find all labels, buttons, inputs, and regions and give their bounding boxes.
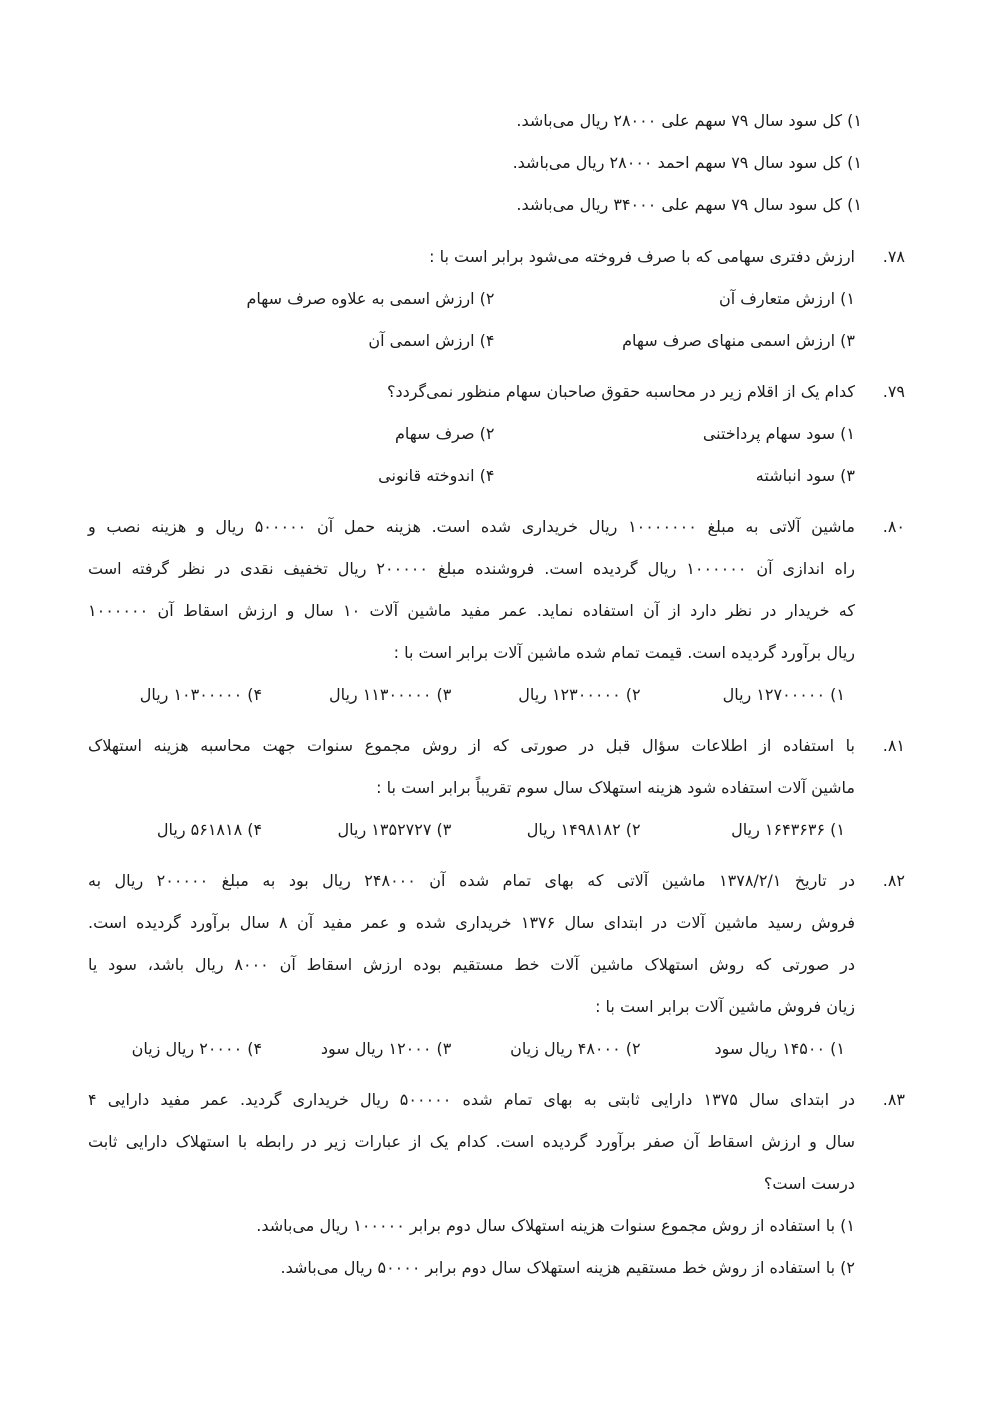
options-row	[88, 1028, 855, 1070]
option: ۳) ۱۱۳۰۰۰۰۰ ریال	[328, 685, 452, 704]
option: ۴) اندوخته قانونی	[378, 466, 495, 485]
question-text-line: در صورتی که روش استهلاک ماشین آلات خط مستقیم بوده ارزش اسقاط آن ۸۰۰۰ ریال باشد، سود یا	[88, 955, 856, 974]
question-body	[88, 860, 855, 1070]
option: ۲) ارزش اسمی به علاوه صرف سهام	[246, 289, 495, 308]
option: ۲) با استفاده از روش خط مستقیم هزینه استهلاک سال دوم برابر ۵۰۰۰۰ ریال می‌باشد.	[280, 1258, 855, 1277]
options-row	[88, 320, 855, 362]
option: ۴) ۵۶۱۸۱۸ ریال	[156, 820, 263, 839]
question-number: ۸۲.	[882, 871, 905, 890]
options-row	[88, 455, 855, 497]
question-body	[88, 1079, 855, 1289]
question-80	[88, 506, 905, 716]
question-text-line: درست است؟	[763, 1174, 855, 1193]
option: ۱) ۱۴۵۰۰ ریال سود	[714, 1039, 845, 1058]
option: ۱) ۱۲۷۰۰۰۰۰ ریال	[722, 685, 845, 704]
option: ۲) ۱۴۹۸۱۸۲ ریال	[526, 820, 641, 839]
option: ۴) ۲۰۰۰۰ ریال زیان	[131, 1039, 263, 1058]
question-number: ۷۸.	[882, 247, 905, 266]
carryover-options-block	[88, 100, 905, 226]
options-row	[88, 278, 855, 320]
question-text-line: که خریدار در نظر دارد از آن استفاده نماید. عمر مفید ماشین آلات ۱۰ سال و ارزش اسقاط آن ۱۰۰۰۰۰۰	[88, 601, 856, 620]
option: ۲) ۴۸۰۰۰ ریال زیان	[510, 1039, 641, 1058]
question-text-line: فروش رسید ماشین آلات در ابتدای سال ۱۳۷۶ خریداری شده و عمر مفید آن ۸ سال برآورد گردیده است.	[88, 913, 855, 932]
question-text-line: ریال برآورد گردیده است. قیمت تمام شده ماشین آلات برابر است با :	[393, 643, 855, 662]
question-82	[88, 860, 905, 1070]
question-number: ۷۹.	[882, 382, 905, 401]
question-text-line: با استفاده از اطلاعات سؤال قبل در صورتی که از روش مجموع سنوات جهت محاسبه هزینه استهلاک	[88, 736, 855, 755]
question-text-line: در تاریخ ۱۳۷۸/۲/۱ ماشین آلاتی که بهای تمام شده آن ۲۴۸۰۰۰ ریال بود به مبلغ ۲۰۰۰۰۰ ریال به	[88, 871, 855, 890]
question-text-line: کدام یک از اقلام زیر در محاسبه حقوق صاحبان سهام منظور نمی‌گردد؟	[386, 382, 855, 401]
option: ۳) ۱۳۵۲۷۲۷ ریال	[337, 820, 452, 839]
option: ۱) کل سود سال ۷۹ سهم علی ۲۸۰۰۰ ریال می‌باشد.	[516, 111, 862, 130]
question-number: ۸۳.	[882, 1090, 905, 1109]
option: ۳) ۱۲۰۰۰ ریال سود	[320, 1039, 452, 1058]
option: ۱) با استفاده از روش مجموع سنوات هزینه استهلاک سال دوم برابر ۱۰۰۰۰۰ ریال می‌باشد.	[256, 1216, 855, 1235]
options-row	[88, 809, 855, 851]
options-row	[88, 413, 855, 455]
option: ۱) ۱۶۴۳۶۳۶ ریال	[731, 820, 845, 839]
question-body	[88, 506, 855, 716]
option: ۲) صرف سهام	[394, 424, 495, 443]
option: ۴) ارزش اسمی آن	[368, 331, 495, 350]
option: ۲) ۱۲۳۰۰۰۰۰ ریال	[518, 685, 641, 704]
question-body	[88, 725, 855, 851]
option: ۱) ارزش متعارف آن	[718, 289, 855, 308]
question-text-line: ارزش دفتری سهامی که با صرف فروخته می‌شود برابر است با :	[429, 247, 855, 266]
question-81	[88, 725, 905, 851]
question-number: ۸۱.	[882, 736, 905, 755]
question-text-line: زیان فروش ماشین آلات برابر است با :	[595, 997, 855, 1016]
options-row	[88, 674, 855, 716]
question-body	[88, 236, 855, 362]
question-number: ۸۰.	[882, 517, 905, 536]
option: ۳) سود انباشته	[755, 466, 855, 485]
option: ۱) سود سهام پرداختنی	[702, 424, 855, 443]
option: ۴) ۱۰۳۰۰۰۰۰ ریال	[139, 685, 263, 704]
question-body	[88, 371, 855, 497]
option: ۱) کل سود سال ۷۹ سهم احمد ۲۸۰۰۰ ریال می‌باشد.	[512, 153, 862, 172]
question-text-line: در ابتدای سال ۱۳۷۵ دارایی ثابتی به بهای تمام شده ۵۰۰۰۰۰ ریال خریداری گردید. عمر مفید دارایی ۴	[88, 1090, 855, 1109]
option: ۱) کل سود سال ۷۹ سهم علی ۳۴۰۰۰ ریال می‌باشد.	[516, 195, 862, 214]
option: ۳) ارزش اسمی منهای صرف سهام	[622, 331, 855, 350]
question-text-line: راه اندازی آن ۱۰۰۰۰۰۰ ریال گردیده است. فروشنده مبلغ ۲۰۰۰۰۰ ریال تخفیف نقدی در نظر گرفته است	[88, 559, 856, 578]
question-79	[88, 371, 905, 497]
question-text-line: ماشین آلات استفاده شود هزینه استهلاک سال سوم تقریباً برابر است با :	[376, 778, 855, 797]
question-78	[88, 236, 905, 362]
question-text-line: سال و ارزش اسقاط آن صفر برآورد گردیده است. کدام یک از عبارات زیر در رابطه با استهلاک دارایی ثابت	[88, 1132, 855, 1151]
question-83	[88, 1079, 905, 1289]
question-text-line: ماشین آلاتی به مبلغ ۱۰۰۰۰۰۰۰ ریال خریداری شده است. هزینه حمل آن ۵۰۰۰۰۰ ریال و هزینه نصب و	[88, 517, 855, 536]
